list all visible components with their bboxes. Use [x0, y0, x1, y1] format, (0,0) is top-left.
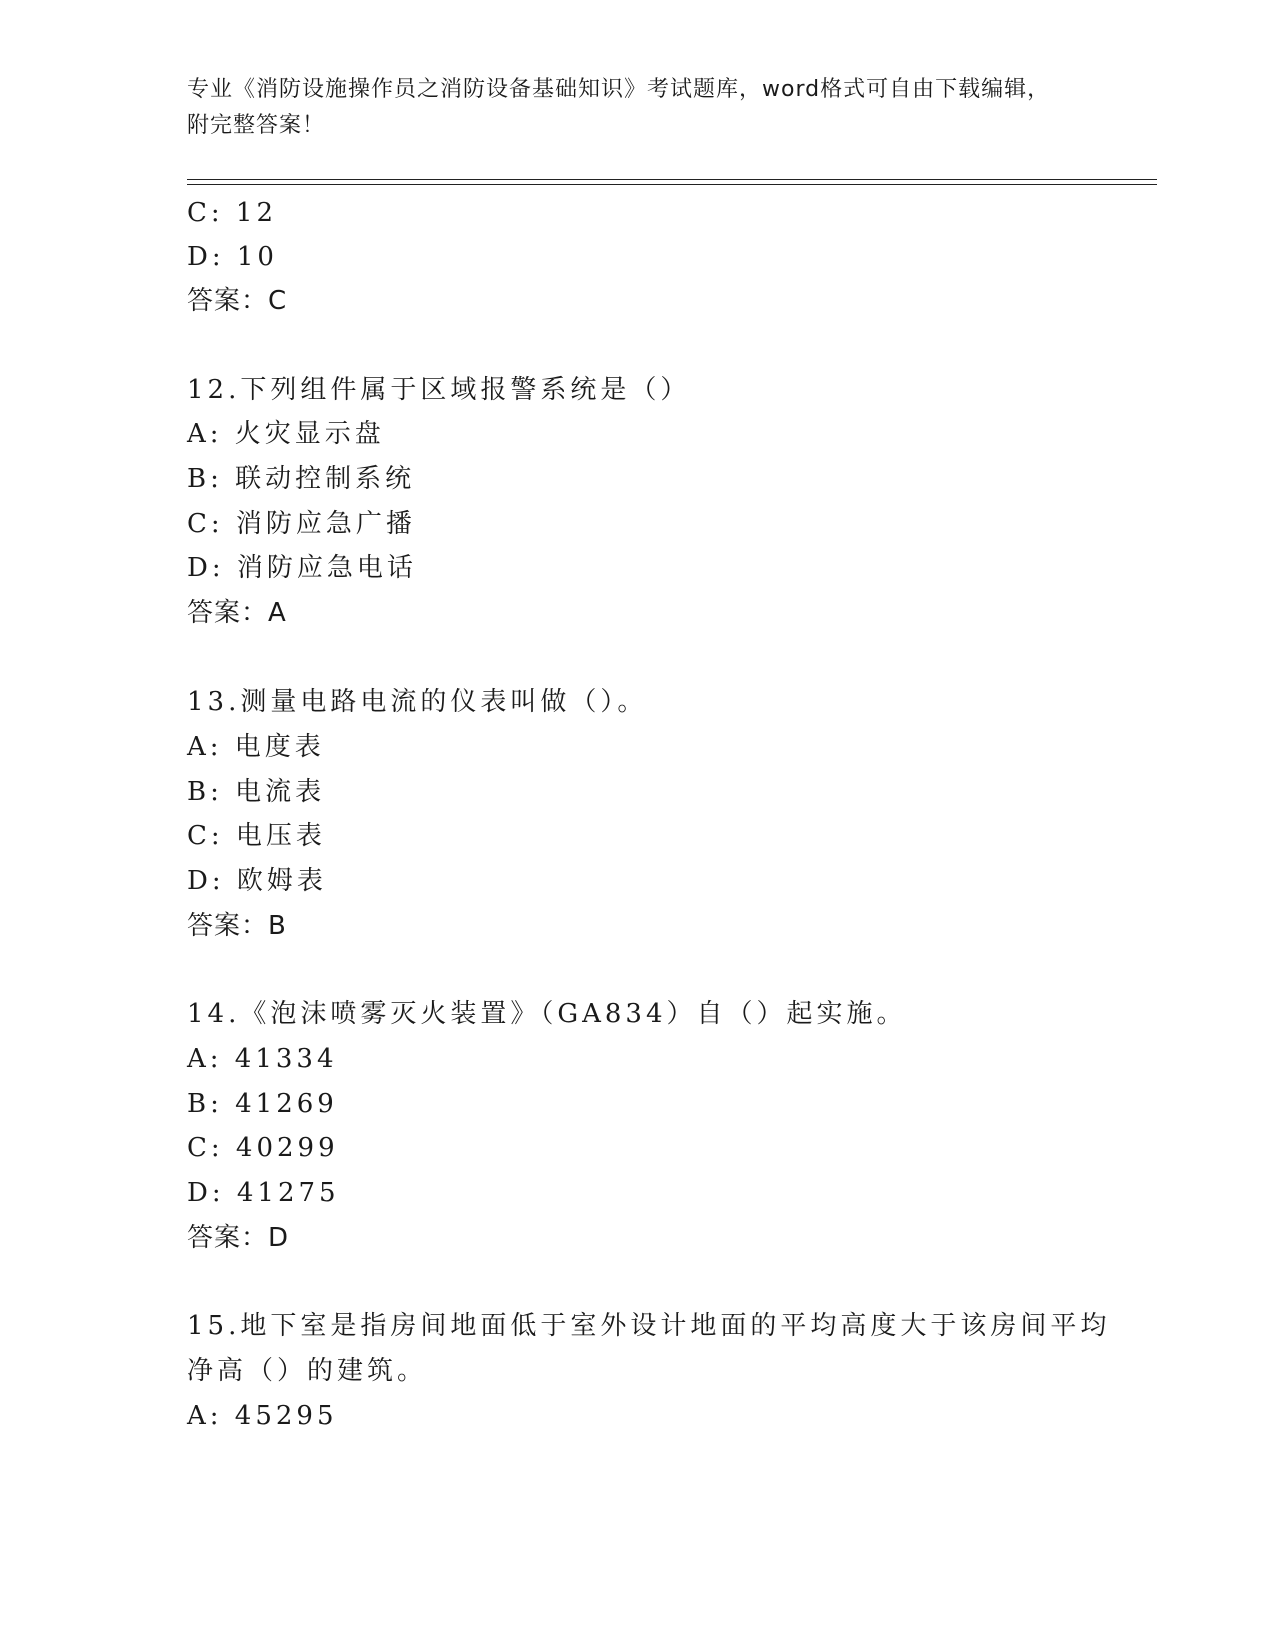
question-13-option-a: A: 电度表 [187, 732, 325, 762]
question-12-stem: 12.下列组件属于区域报警系统是（） [187, 375, 691, 405]
question-12-option-b: B: 联动控制系统 [187, 464, 416, 494]
question-12-option-a: A: 火灾显示盘 [187, 419, 385, 449]
question-13-option-b: B: 电流表 [187, 777, 326, 807]
question-14-option-c: C: 40299 [187, 1133, 339, 1163]
header-divider-bottom [187, 184, 1157, 185]
question-12-answer: 答案：A [187, 598, 287, 628]
question-15-option-a: A: 45295 [187, 1401, 338, 1431]
option-d: D: 10 [187, 242, 278, 272]
question-13-answer: 答案：B [187, 911, 287, 941]
question-15-stem-line-1: 15.地下室是指房间地面低于室外设计地面的平均高度大于该房间平均 [187, 1311, 1111, 1341]
question-15-stem-line-2: 净高（）的建筑。 [187, 1356, 428, 1386]
question-14-stem: 14.《泡沫喷雾灭火装置》（GA834）自（）起实施。 [187, 999, 907, 1029]
question-13-option-d: D: 欧姆表 [187, 866, 327, 896]
question-13-option-c: C: 电压表 [187, 821, 326, 851]
question-14-answer: 答案：D [187, 1223, 290, 1253]
question-14-option-b: B: 41269 [187, 1089, 338, 1119]
question-14-option-a: A: 41334 [187, 1044, 338, 1074]
header-divider-top [187, 179, 1157, 180]
question-14-option-d: D: 41275 [187, 1178, 340, 1208]
option-c: C: 12 [187, 198, 278, 228]
answer-line: 答案：C [187, 286, 288, 316]
question-12-option-d: D: 消防应急电话 [187, 553, 417, 583]
question-12-option-c: C: 消防应急广播 [187, 509, 416, 539]
document-header: 专业《消防设施操作员之消防设备基础知识》考试题库，word格式可自由下载编辑，附完整答案！ [187, 77, 1051, 138]
question-13-stem: 13.测量电路电流的仪表叫做（）。 [187, 687, 648, 717]
